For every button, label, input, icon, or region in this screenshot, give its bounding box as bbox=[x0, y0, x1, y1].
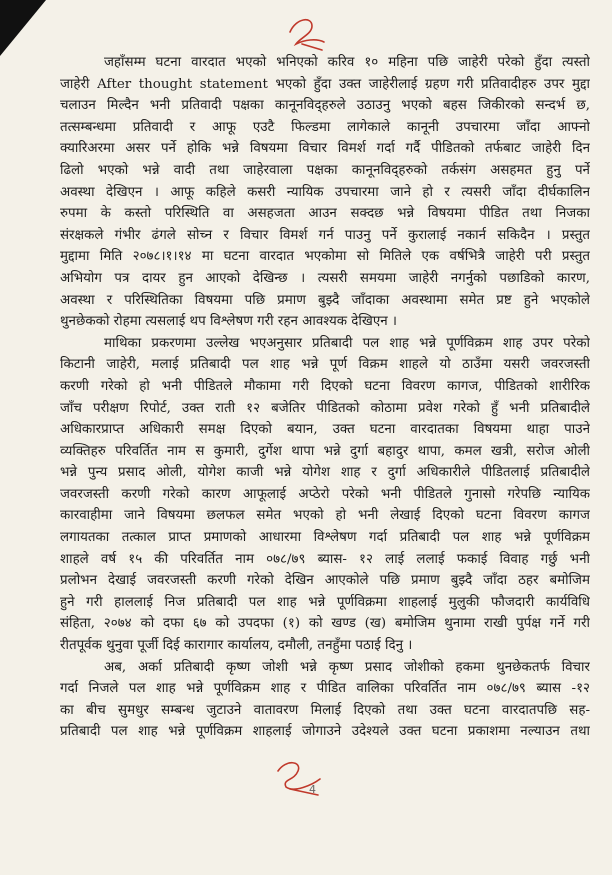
text-line: शाहले वर्ष १५ की परिवर्तित नाम ०७८/७९ ब्यास- १२ लाई ललाई फकाई विवाह गर्छु भनी bbox=[60, 551, 590, 567]
text-line: जहाँसम्म घटना वारदात भएको भनिएको करिव १० महिना पछि जाहेरी परेको हुँदा त्यस्तो bbox=[104, 55, 590, 70]
text-line: थुनछेकको रोहमा त्यसलाई थप विश्लेषण गरी रहन आवश्यक देखिएन । bbox=[60, 314, 397, 330]
text-line: संहिता, २०७४ को दफा ६७ को उपदफा (१) को खण्ड (ख) बमोजिम थुनामा राखी पुर्पक्ष गर्ने गरी bbox=[60, 616, 590, 632]
text-line: मुद्दामा मिति २०७८।१।१४ मा घटना वारदात भएकोमा सो मितिले एक वर्षभित्रै जाहेरी परी प्रस्तुत bbox=[60, 249, 590, 265]
page-number: 4 bbox=[309, 783, 316, 796]
text-line: प्रतिबादी पल शाह भन्ने पूर्णविक्रम शाहलाई जोगाउने उदेश्यले उक्त घटना प्रकाशमा नल्याउन तथा bbox=[60, 724, 590, 740]
text-line: किटानी जाहेरी, मलाई प्रतिबादी पल शाह भन्ने पूर्ण विक्रम शाहले यो ठाउँमा यसरी जवरजस्ती bbox=[60, 357, 590, 373]
signature-top bbox=[282, 14, 332, 54]
text-line: करणी गरेको हो भनी पीडितले मौकामा गरी दिएको घटना विवरण कागज, पीडितको शारीरिक bbox=[60, 378, 590, 394]
text-line: व्यक्तिहरु परिवर्तित नाम स कुमारी, दुर्गेश थापा भन्ने दुर्गा बहादुर थापा, कमल खत्री, सरोज ओली bbox=[60, 443, 590, 459]
text-line: लगायतका तत्काल प्राप्त प्रमाणको आधारमा विश्लेषण गर्दा प्रतिबादी पल शाह भन्ने पूर्णविक्रम bbox=[60, 530, 590, 546]
text-line: गर्दा निजले पल शाह भन्ने पूर्णविक्रम शाह र पीडित वालिका परिवर्तित नाम ०७८/७९ ब्यास -१२ bbox=[60, 681, 590, 697]
text-line: प्रलोभन देखाई जवरजस्ती करणी गरेको देखिन आएकोले पछि प्रमाण बुझ्दै जाँदा ठहर बमोजिम bbox=[60, 573, 590, 589]
text-line: जाहेरी After thought statement भएको हुँदा उक्त जाहेरीलाई ग्रहण गरी प्रतिवादीहरु उपर मुद्दा bbox=[60, 76, 590, 92]
signature-bottom bbox=[268, 755, 338, 797]
text-line: ढिलो भएको भन्ने वादी तथा जाहेरवाला पक्षका कानूनविद्हरुको तर्कसंग असहमत हुनु पर्ने bbox=[60, 162, 590, 178]
text-line: अवस्था देखिएन । आफू कहिले कसरी न्यायिक उपचारमा जाने हो र त्यसरी जाँदा दीर्घकालिन bbox=[60, 184, 590, 200]
text-line: क्यारिअरमा असर पर्ने होकि भन्ने विषयमा विचार विमर्श गर्दा गर्दै पीडितको तर्फबाट जाहेरी दिन bbox=[60, 141, 590, 157]
scan-corner-shadow bbox=[0, 0, 46, 56]
text-line: संरक्षकले गंभीर ढंगले सोच्न र विचार विमर्श गर्न पाउनु पर्ने कुरालाई नकार्न सकिदैन । प्रस्तुत bbox=[60, 227, 590, 243]
text-line: कारवाहीमा जाने विषयमा छलफल समेत भएको हो भनी लेखाई दिएको घटना विवरण कागज bbox=[60, 508, 590, 524]
text-line: अब, अर्का प्रतिबादी कृष्ण जोशी भन्ने कृष्ण प्रसाद जोशीको हकमा थुनछेकतर्फ विचार bbox=[104, 659, 590, 675]
body-text bbox=[60, 52, 590, 743]
text-line: रुपमा के कस्तो परिस्थिति वा असहजता आउन सक्दछ भन्ने विषयमा पीडित तथा निजका bbox=[60, 206, 590, 222]
text-line: तत्सम्बन्धमा प्रतिवादी र आफू एउटै फिल्डमा लागेकाले कानूनी उपचारमा जाँदा आफ्नो bbox=[60, 119, 590, 135]
text-line: जवरजस्ती करणी गरेको कारण आफूलाई अप्ठेरो परेको भनी पीडितले गुनासो गरेपछि न्यायिक bbox=[60, 486, 590, 502]
text-line: अधिकारप्राप्त अधिकारी समक्ष दिएको बयान, उक्त घटना वारदातका विषयमा थाहा पाउने bbox=[60, 422, 590, 438]
text-line: माथिका प्रकरणमा उल्लेख भएअनुसार प्रतिबादी पल शाह भन्ने पूर्णविक्रम शाह उपर परेको bbox=[104, 335, 590, 351]
text-line: रीतपूर्वक थुनुवा पूर्जी दिई कारागार कार्यालय, दमौली, तनहुँमा पठाई दिनु । bbox=[60, 638, 413, 654]
text-line: अभियोग पत्र दायर हुन आएको देखिन्छ । त्यसरी समयमा जाहेरी नगर्नुको पछाडिको कारण, bbox=[60, 270, 590, 286]
text-line: चलाउन मिल्दैन भनी प्रतिवादी पक्षका कानूनविद्हरुले उठाउनु भएको बहस जिकीरको सन्दर्भ छ, bbox=[60, 98, 590, 114]
text-line: अवस्था र परिस्थितिका विषयमा पछि प्रमाण बुझ्दै जाँदाका अवस्थामा समेत प्रष्ट हुने भएकोले bbox=[60, 292, 590, 308]
text-line: भन्ने पुन्य प्रसाद ओली, योगेश काजी भन्ने योगेश शाह र दुर्गा अधिकारीले पीडितलाई प्रतिबादीले bbox=[60, 465, 590, 481]
text-line: का बीच सुमधुर सम्बन्ध जुटाउने वातावरण मिलाई दिएको तथा उक्त घटना वारदातपछि सह- bbox=[60, 702, 590, 718]
text-line: हुने गरी हाललाई निज प्रतिबादी पल शाह भन्ने पूर्णविक्रमा शाहलाई मुलुकी फौजदारी कार्यविधि bbox=[60, 594, 590, 610]
text-line: जाँच परीक्षण रिपोर्ट, उक्त राती १२ बजेतिर पीडितको कोठामा प्रवेश गरेको हुँ भनी प्रतिबादीले bbox=[60, 400, 590, 416]
